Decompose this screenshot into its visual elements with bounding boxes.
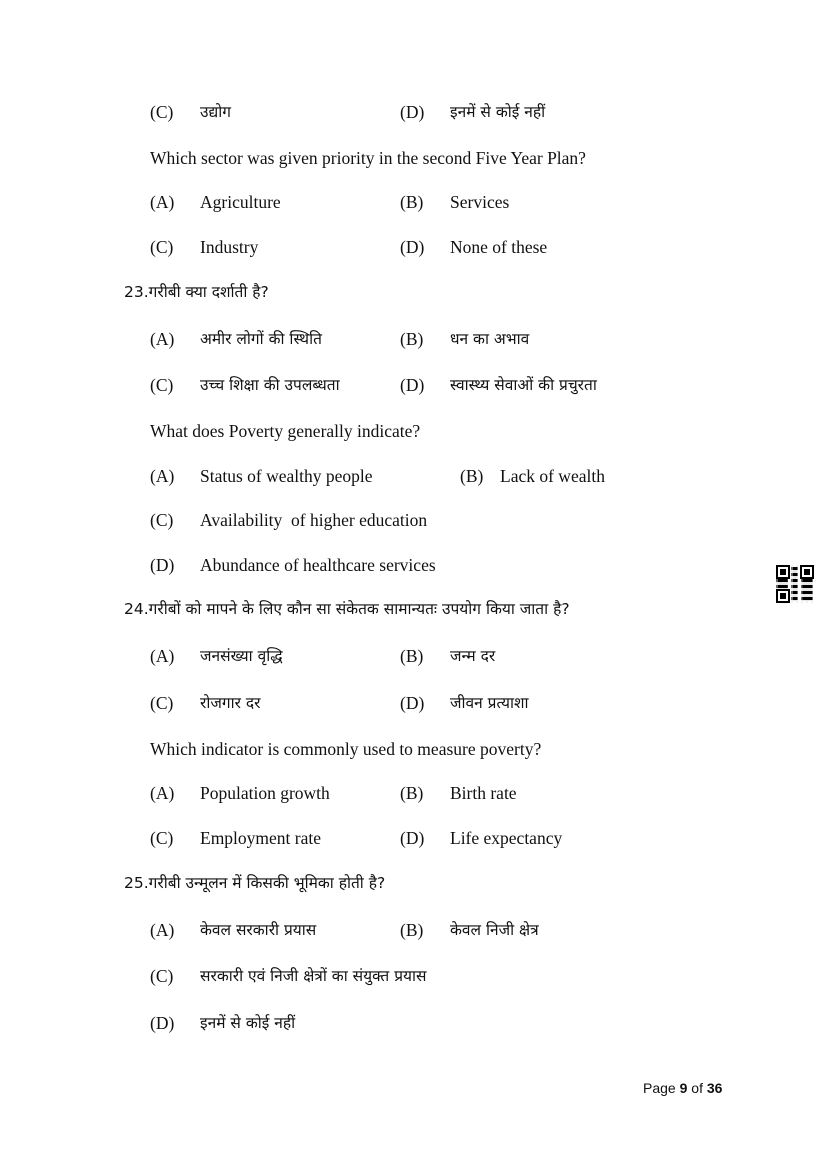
qr-code [776, 565, 814, 603]
question-text: 23.गरीबी क्या दर्शाती है? [124, 283, 269, 301]
option-label: (D) [150, 1013, 175, 1033]
option-text: धन का अभाव [450, 330, 530, 348]
option-text: इनमें से कोई नहीं [450, 103, 546, 121]
option-label: (C) [150, 693, 174, 713]
option-label: (A) [150, 783, 175, 803]
page-number [643, 1080, 722, 1096]
page-total: 36 [706, 1080, 723, 1096]
option-label: (C) [150, 966, 174, 986]
option-label: (D) [150, 555, 175, 575]
question-text: What does Poverty generally indicate? [150, 421, 421, 441]
option-text: Services [450, 192, 510, 212]
question-text: Which sector was given priority in the second Five Year Plan? [150, 148, 586, 168]
page-current: 9 [679, 1080, 688, 1096]
option-text: Life expectancy [450, 828, 563, 848]
option-label: (C) [150, 828, 174, 848]
option-label: (D) [400, 828, 425, 848]
option-text: Employment rate [200, 828, 322, 848]
option-label: (B) [400, 646, 424, 666]
option-text: स्वास्थ्य सेवाओं की प्रचुरता [450, 376, 597, 394]
option-label: (A) [150, 466, 175, 486]
option-text: जीवन प्रत्याशा [450, 694, 529, 712]
option-text: Birth rate [450, 783, 517, 803]
question-text: Which indicator is commonly used to measure poverty? [150, 739, 542, 759]
option-text: केवल सरकारी प्रयास [200, 921, 317, 939]
option-text: Availability of higher education [200, 510, 428, 530]
question-text: 24.गरीबों को मापने के लिए कौन सा संकेतक सामान्यतः उपयोग किया जाता है? [124, 600, 570, 618]
option-label: (A) [150, 192, 175, 212]
option-text: जनसंख्या वृद्धि [200, 647, 283, 665]
option-label: (C) [150, 102, 174, 122]
option-text: इनमें से कोई नहीं [200, 1014, 296, 1032]
option-label: (C) [150, 375, 174, 395]
option-label: (D) [400, 375, 425, 395]
option-text: Status of wealthy people [200, 466, 373, 486]
option-text: सरकारी एवं निजी क्षेत्रों का संयुक्त प्रयास [200, 967, 427, 985]
option-label: (A) [150, 920, 175, 940]
option-label: (B) [400, 920, 424, 940]
option-text: Abundance of healthcare services [200, 555, 436, 575]
option-text: केवल निजी क्षेत्र [450, 921, 539, 939]
option-text: जन्म दर [450, 647, 496, 665]
option-label: (A) [150, 329, 175, 349]
option-label: (B) [400, 783, 424, 803]
option-label: (A) [150, 646, 175, 666]
question-text: 25.गरीबी उन्मूलन में किसकी भूमिका होती है? [124, 874, 386, 892]
option-text: उच्च शिक्षा की उपलब्धता [200, 376, 340, 394]
option-label: (B) [400, 329, 424, 349]
option-text: रोजगार दर [200, 694, 261, 712]
option-text: None of these [450, 237, 548, 257]
option-label: (C) [150, 510, 174, 530]
option-text: Lack of wealth [500, 466, 605, 486]
option-text: Population growth [200, 783, 330, 803]
option-label: (B) [460, 466, 484, 486]
option-label: (D) [400, 693, 425, 713]
page-prefix: Page [643, 1080, 680, 1096]
option-text: अमीर लोगों की स्थिति [200, 330, 322, 348]
option-text: Industry [200, 237, 259, 257]
option-text: उद्योग [200, 103, 232, 121]
option-label: (D) [400, 237, 425, 257]
page-mid: of [687, 1080, 707, 1096]
option-label: (D) [400, 102, 425, 122]
option-label: (B) [400, 192, 424, 212]
option-text: Agriculture [200, 192, 281, 212]
option-label: (C) [150, 237, 174, 257]
